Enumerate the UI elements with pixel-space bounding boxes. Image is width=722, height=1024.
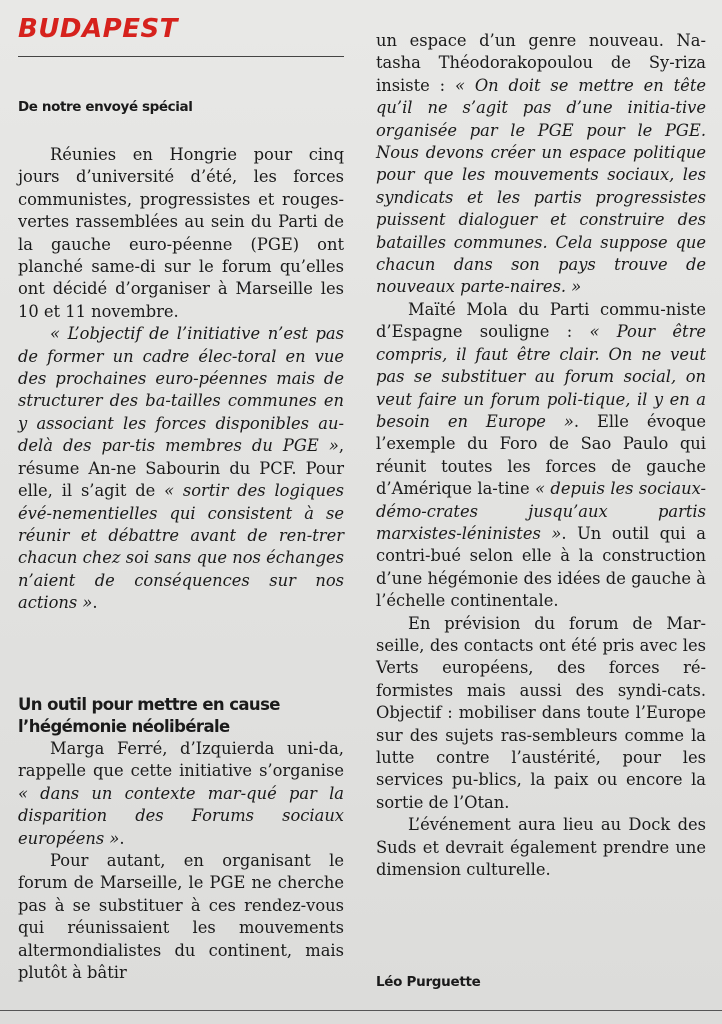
text-run: . bbox=[92, 593, 98, 613]
paragraph-7: En prévision du forum de Mar-seille, des contacts ont été pris avec les Verts européens, des forces ré-formistes mais aussi des syndi-cats. Objectif : mobiliser dans toute l’Europe sur des sujets ras-sembleurs comme la lutte contre l’austérité, pour les services pu-blics, la paix ou encore la sortie de l’Otan. bbox=[376, 613, 706, 812]
author-signature: Léo Purguette bbox=[376, 974, 481, 990]
quote: « depuis les sociaux-démo-crates jusqu’aux partis marxistes-léninistes » bbox=[376, 479, 706, 543]
paragraph-4: Pour autant, en organisant le forum de Marseille, le PGE ne cherche pas à se substituer à ces rendez-vous qui réunissaient les mouvements altermondialistes du continent, mais plutôt à bâtir bbox=[18, 851, 344, 983]
paragraph-2 bbox=[18, 323, 344, 614]
quote: « Pour être compris, il faut être clair. On ne veut pas se substituer au forum social, on veut faire un forum poli-tique, il y en a besoin en Europe » bbox=[376, 322, 706, 431]
byline: De notre envoyé spécial bbox=[18, 99, 193, 115]
text-run: Maïté Mola du Parti commu-niste d’Espagne souligne : bbox=[376, 299, 706, 342]
quote: « L’objectif de l’initiative n’est pas de former un cadre élec-toral en vue des prochaines euro-péennes mais de structurer des ba-tailles communes en y associant les forces disponibles au-delà des par-tis membres du PGE » bbox=[18, 324, 344, 456]
bottom-divider bbox=[0, 1010, 722, 1011]
article-left-column bbox=[18, 144, 344, 615]
subheading: Un outil pour mettre en cause l’hégémonie néolibérale bbox=[18, 695, 280, 736]
paragraph-5 bbox=[376, 30, 706, 299]
title-divider bbox=[18, 56, 344, 57]
text-run: , résume An-ne Sabourin du PCF. Pour elle, il s’agit de bbox=[18, 436, 344, 501]
paragraph-6 bbox=[376, 299, 706, 613]
text-run: un espace d’un genre nouveau. Na-tasha Théodorakopoulou de Sy-riza insiste : bbox=[376, 31, 706, 95]
paragraph-8: L’événement aura lieu au Dock des Suds et devrait également prendre une dimension culturelle. bbox=[376, 815, 706, 880]
article-right-column bbox=[376, 30, 706, 881]
text-run: . Elle évoque l’exemple du Foro de Sao Paulo qui réunit toutes les forces de gauche d’Amérique la-tine bbox=[376, 411, 706, 499]
text-run: . bbox=[119, 828, 125, 848]
text-run: Marga Ferré, d’Izquierda uni-da, rappelle que cette initiative s’organise bbox=[18, 739, 344, 781]
article-left-column-lower bbox=[18, 738, 344, 984]
text-run: . Un outil qui a contri-bué selon elle à la construction d’une hégémonie des idées de gauche à l’échelle continentale. bbox=[376, 523, 706, 611]
quote: « dans un contexte mar-qué par la disparition des Forums sociaux européens » bbox=[18, 783, 344, 848]
quote: « sortir des logiques évé-nementielles qui consistent à se réunir et débattre avant de ren-trer chacun chez soi sans que nos échanges n’aient de conséquences sur nos actions » bbox=[18, 481, 344, 613]
paragraph-1: Réunies en Hongrie pour cinq jours d’université d’été, les forces communistes, progressistes et rouges-vertes rassemblées au sein du Parti de la gauche euro-péenne (PGE) ont planché same-di sur le forum qu’elles ont décidé d’organiser à Marseille les 10 et 11 novembre. bbox=[18, 145, 344, 321]
paragraph-3 bbox=[18, 738, 344, 850]
section-title: BUDAPEST bbox=[18, 14, 178, 44]
quote: « On doit se mettre en tête qu’il ne s’agit pas d’une initia-tive organisée par le PGE pour le PGE. Nous devons créer un espace politique pour que les mouvements sociaux, les syndicats et les partis progressistes puissent dialoguer et construire des batailles communes. Cela suppose que chacun dans son pays trouve de nouveaux parte-naires. » bbox=[376, 75, 706, 297]
